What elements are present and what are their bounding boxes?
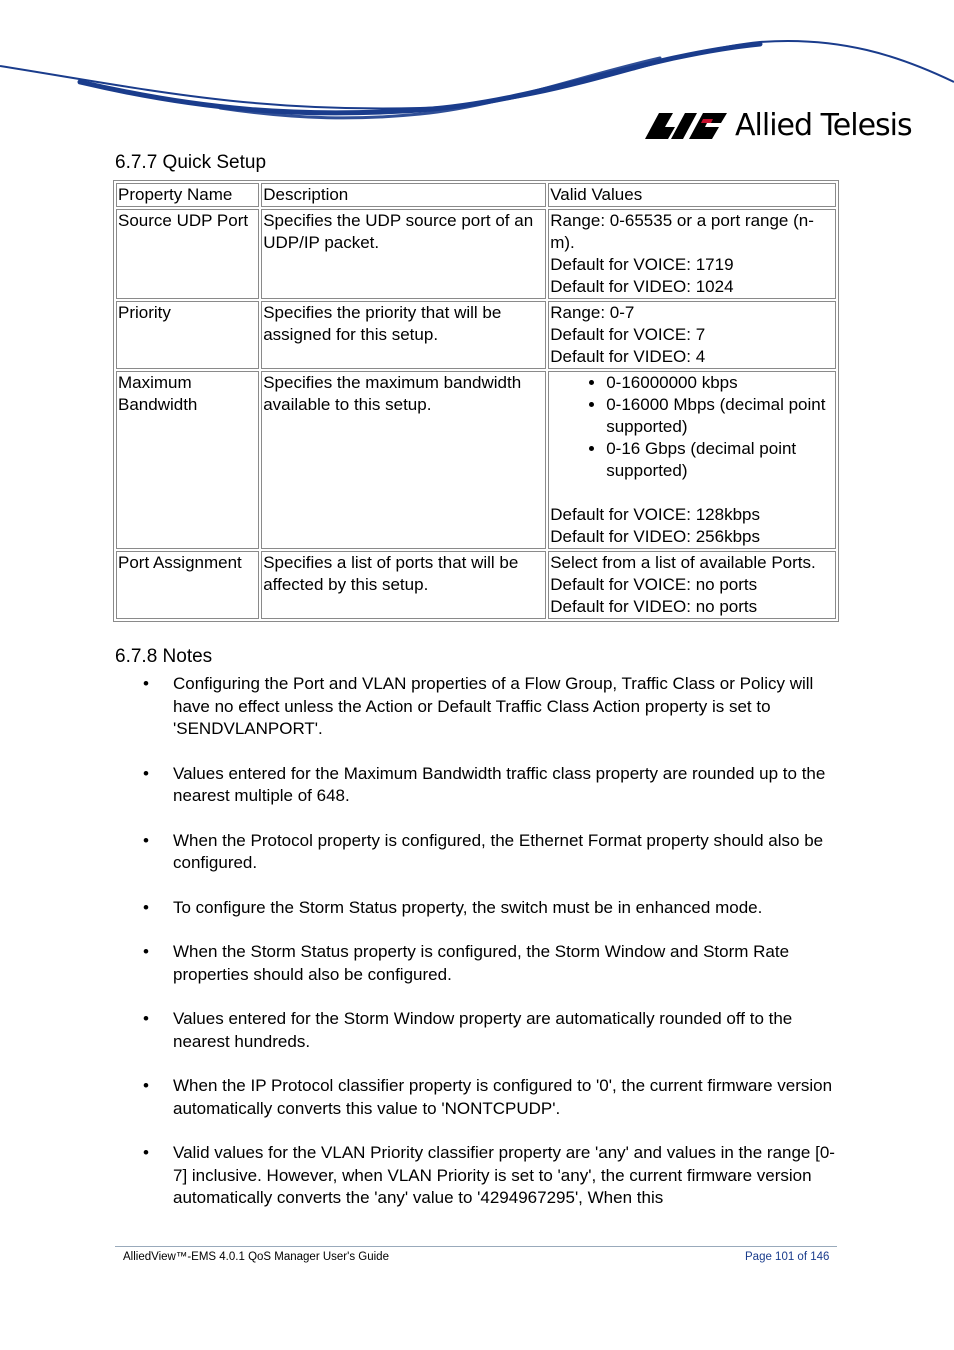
value-line: Default for VIDEO: 4 bbox=[550, 347, 706, 366]
description-cell: Specifies the priority that will be assigned for this setup. bbox=[261, 301, 546, 369]
value-line: Range: 0-7 bbox=[550, 303, 635, 322]
note-item: • Configuring the Port and VLAN properties of a Flow Group, Traffic Class or Policy will have no effect unless the Action or Default Traffic Class Action property is set to 'SENDVLANPORT'. bbox=[143, 673, 843, 741]
footer-document-title: AlliedView™-EMS 4.0.1 QoS Manager User's Guide bbox=[123, 1251, 389, 1263]
column-header: Description bbox=[261, 183, 546, 207]
value-line: Default for VIDEO: no ports bbox=[550, 597, 758, 616]
value-line: Default for VIDEO: 256kbps bbox=[550, 527, 760, 546]
allied-telesis-logo bbox=[645, 108, 912, 144]
value-line: Default for VIDEO: 1024 bbox=[550, 277, 734, 296]
value-line: Default for VOICE: no ports bbox=[550, 575, 758, 594]
section-heading-quick-setup: 6.7.7 Quick Setup bbox=[115, 152, 267, 173]
value-line: Default for VOICE: 1719 bbox=[550, 255, 734, 274]
value-bullet: • 0-16 Gbps (decimal point supported) bbox=[606, 438, 834, 482]
property-name-cell: Port Assignment bbox=[116, 551, 259, 619]
value-bullet: • 0-16000 Mbps (decimal point supported) bbox=[606, 394, 834, 438]
value-line: Select from a list of available Ports. bbox=[550, 553, 816, 572]
table-row bbox=[116, 209, 836, 299]
valid-values-cell bbox=[548, 551, 836, 619]
note-item: • Values entered for the Storm Window property are automatically rounded off to the nearest hundreds. bbox=[143, 1008, 843, 1053]
description-cell: Specifies the UDP source port of an UDP/IP packet. bbox=[261, 209, 546, 299]
table-row bbox=[116, 371, 836, 549]
table-header-row bbox=[116, 183, 836, 207]
section-heading-notes: 6.7.8 Notes bbox=[115, 646, 213, 667]
value-bullet: • 0-16000000 kbps bbox=[606, 372, 834, 394]
logo-text: Allied Telesis bbox=[735, 108, 912, 143]
description-cell: Specifies a list of ports that will be affected by this setup. bbox=[261, 551, 546, 619]
quick-setup-table bbox=[113, 180, 839, 622]
property-name-cell: Priority bbox=[116, 301, 259, 369]
footer-divider bbox=[115, 1246, 837, 1247]
table-row bbox=[116, 301, 836, 369]
value-line: Default for VOICE: 128kbps bbox=[550, 505, 760, 524]
note-item: • Valid values for the VLAN Priority classifier property are 'any' and values in the range [0-7] inclusive. However, when VLAN Priority is set to 'any', the current firmware version automatically converts the 'any' value to '4294967295', When this bbox=[143, 1142, 843, 1210]
value-line: Range: 0-65535 or a port range (n-m). bbox=[550, 211, 814, 252]
column-header: Valid Values bbox=[548, 183, 836, 207]
note-item: • When the Protocol property is configured, the Ethernet Format property should also be configured. bbox=[143, 830, 843, 875]
property-name-cell: Source UDP Port bbox=[116, 209, 259, 299]
logo-mark-icon bbox=[645, 113, 727, 139]
note-item: • To configure the Storm Status property, the switch must be in enhanced mode. bbox=[143, 897, 843, 920]
valid-values-cell bbox=[548, 371, 836, 549]
note-item: • Values entered for the Maximum Bandwidth traffic class property are rounded up to the nearest multiple of 648. bbox=[143, 763, 843, 808]
description-cell: Specifies the maximum bandwidth available to this setup. bbox=[261, 371, 546, 549]
notes-list bbox=[143, 673, 843, 1232]
property-name-cell: Maximum Bandwidth bbox=[116, 371, 259, 549]
valid-values-cell bbox=[548, 301, 836, 369]
valid-values-cell bbox=[548, 209, 836, 299]
table-row bbox=[116, 551, 836, 619]
note-item: • When the Storm Status property is configured, the Storm Window and Storm Rate properties should also be configured. bbox=[143, 941, 843, 986]
note-item: • When the IP Protocol classifier property is configured to '0', the current firmware version automatically converts this value to 'NONTCPUDP'. bbox=[143, 1075, 843, 1120]
column-header: Property Name bbox=[116, 183, 259, 207]
value-line: Default for VOICE: 7 bbox=[550, 325, 706, 344]
value-bullet-list bbox=[550, 372, 834, 482]
footer-page-number: Page 101 of 146 bbox=[745, 1251, 830, 1263]
